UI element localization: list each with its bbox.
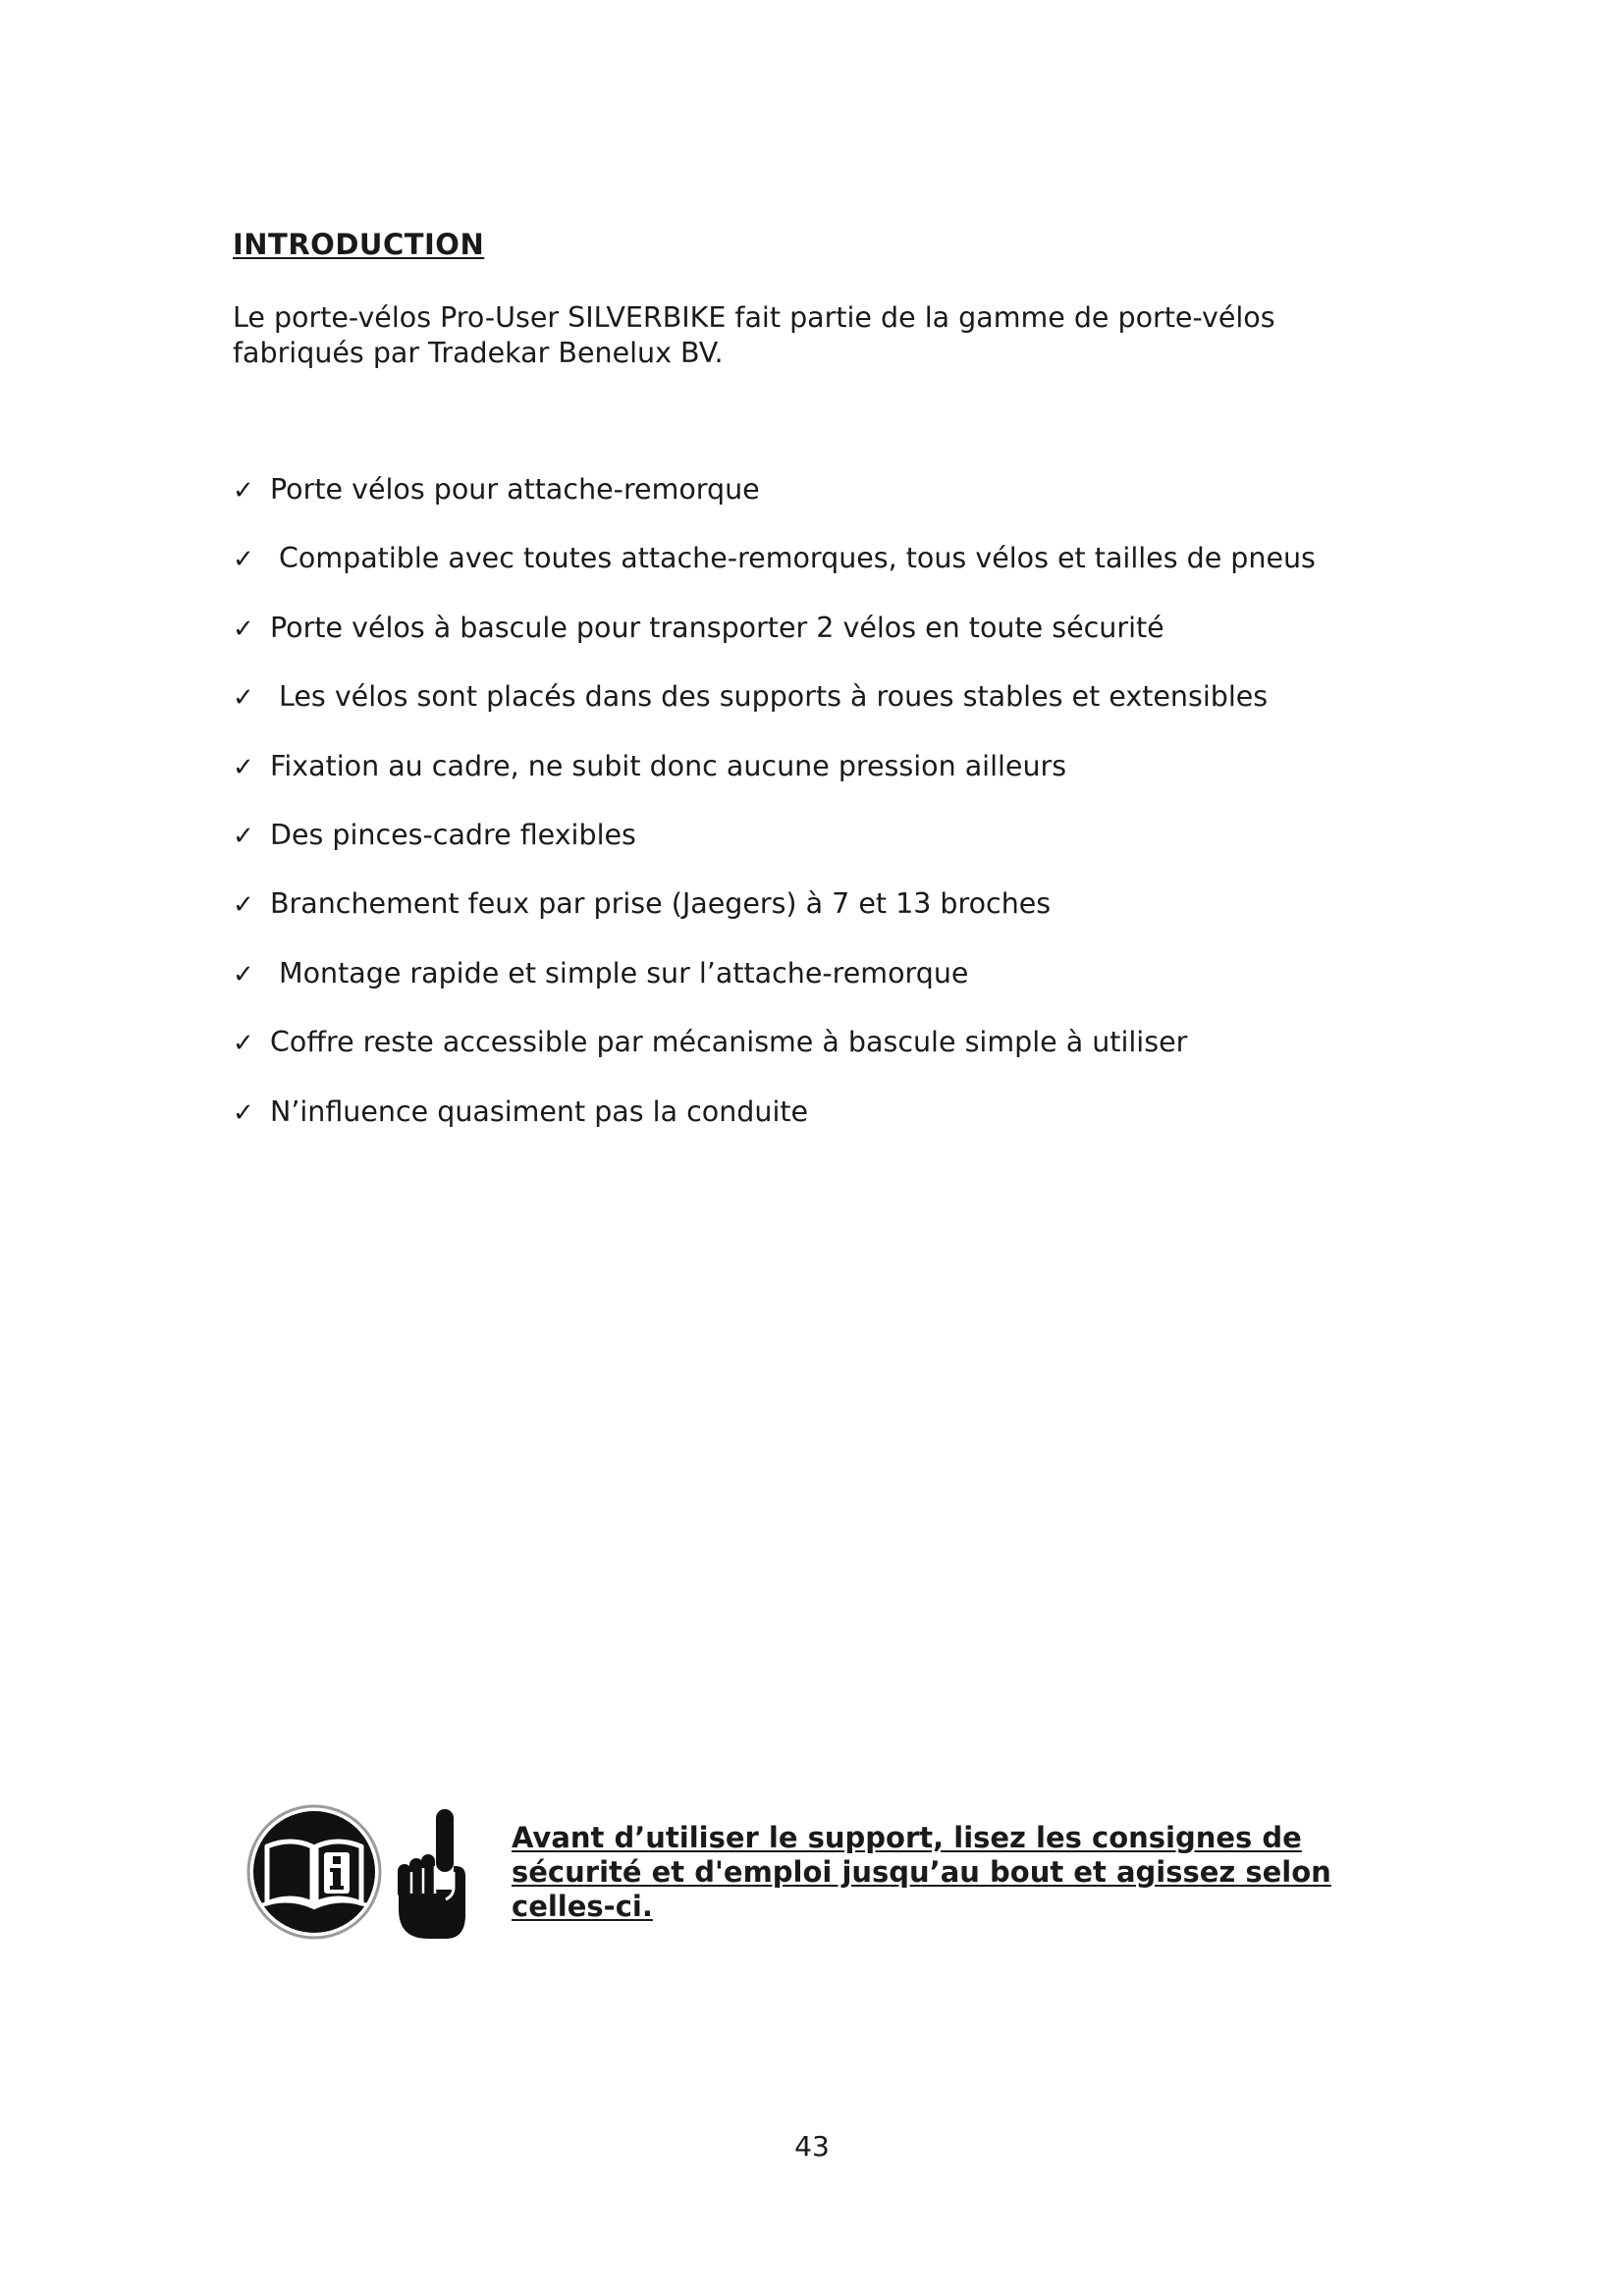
feature-item — [233, 606, 1316, 674]
checkmark-icon: ✓ — [233, 614, 254, 644]
feature-text: N’influence quasiment pas la conduite — [270, 1095, 809, 1128]
feature-text: Les vélos sont placés dans des supports à roues stables et extensibles — [279, 680, 1269, 714]
checkmark-icon: ✓ — [233, 683, 254, 714]
checkmark-icon: ✓ — [233, 821, 254, 851]
feature-text: Coffre reste accessible par mécanisme à bascule simple à utiliser — [270, 1026, 1188, 1059]
checkmark-icon: ✓ — [233, 752, 254, 782]
safety-notice — [245, 1803, 1375, 1946]
feature-text: Fixation au cadre, ne subit donc aucune pression ailleurs — [270, 749, 1067, 782]
feature-text: Compatible avec toutes attache-remorques, tous vélos et tailles de pneus — [279, 542, 1316, 575]
checkmark-icon: ✓ — [233, 476, 254, 506]
feature-text: Des pinces-cadre flexibles — [270, 818, 636, 851]
feature-item — [233, 1090, 1316, 1158]
feature-text: Montage rapide et simple sur l’attache-remorque — [279, 956, 969, 989]
feature-text: Porte vélos pour attache-remorque — [270, 473, 760, 506]
feature-text: Porte vélos à bascule pour transporter 2 vélos en toute sécurité — [270, 611, 1164, 644]
checkmark-icon: ✓ — [233, 1097, 254, 1128]
feature-item — [233, 813, 1316, 881]
feature-item — [233, 881, 1316, 950]
pointing-hand-icon — [393, 1807, 471, 1941]
checkmark-icon: ✓ — [233, 890, 254, 921]
feature-item — [233, 467, 1316, 536]
feature-item — [233, 536, 1316, 605]
feature-item — [233, 744, 1316, 813]
feature-item — [233, 951, 1316, 1020]
feature-item — [233, 674, 1316, 743]
manual-info-icon — [245, 1803, 383, 1941]
checkmark-icon: ✓ — [233, 959, 254, 989]
feature-item — [233, 1020, 1316, 1089]
checkmark-icon: ✓ — [233, 1029, 254, 1059]
intro-paragraph: Le porte-vélos Pro-User SILVERBIKE fait partie de la gamme de porte-vélos fabriqués par Tradekar Benelux BV. — [233, 301, 1275, 369]
safety-notice-text: Avant d’utiliser le support, lisez les consignes de sécurité et d'emploi jusqu’au bout et agissez selon celles-ci. — [512, 1821, 1331, 1923]
feature-list — [233, 467, 1316, 1158]
checkmark-icon: ✓ — [233, 545, 254, 575]
page-heading: INTRODUCTION — [233, 228, 485, 261]
page-number: 43 — [794, 2130, 830, 2163]
feature-text: Branchement feux par prise (Jaegers) à 7 et 13 broches — [270, 887, 1052, 921]
